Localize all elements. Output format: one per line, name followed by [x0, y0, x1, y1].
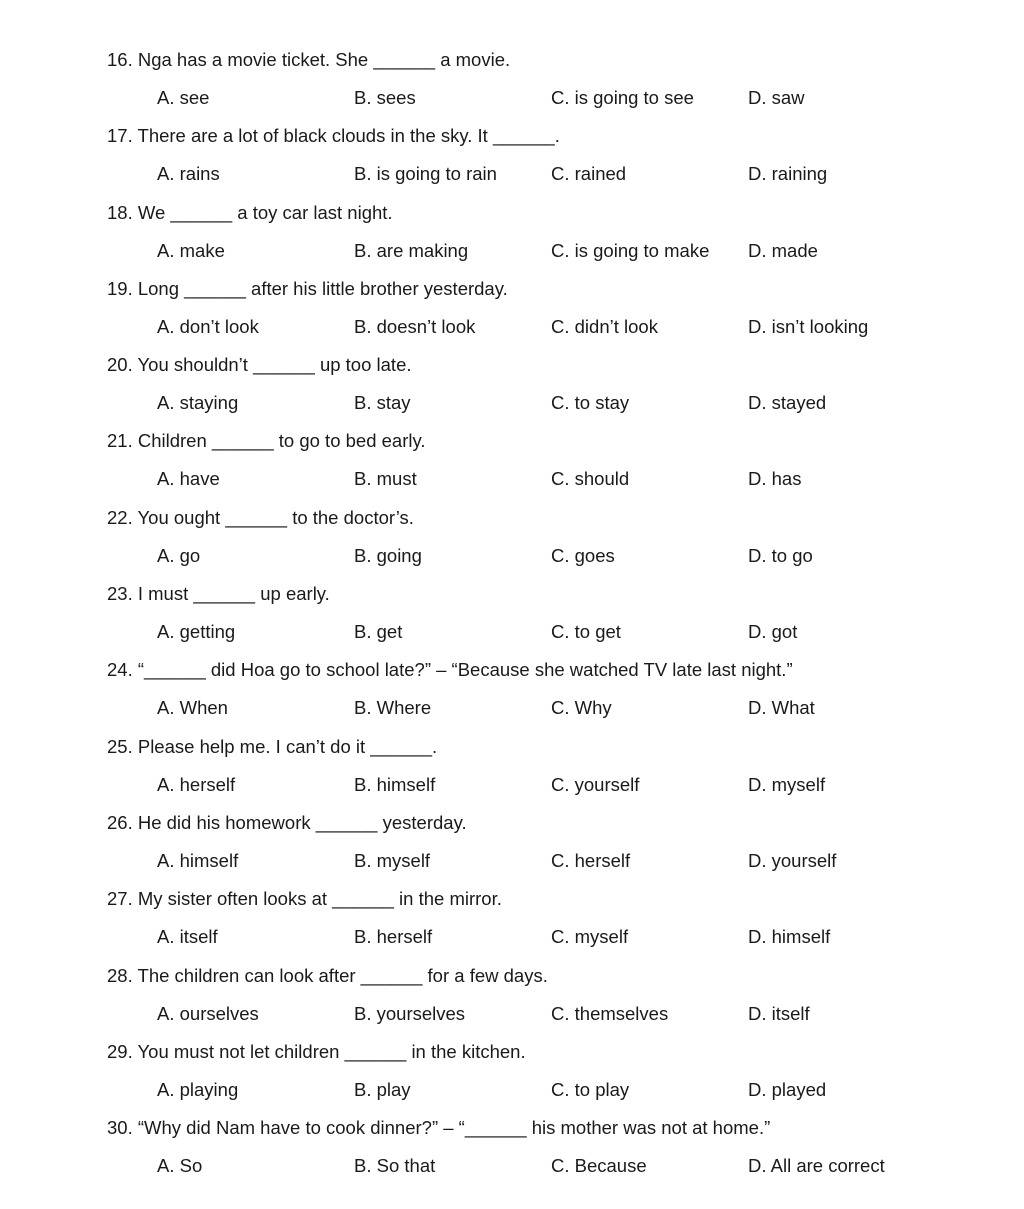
option-d: D. raining: [748, 163, 828, 185]
option-a: A. ourselves: [157, 1002, 259, 1024]
option-c: C. to stay: [551, 392, 630, 414]
option-c: C. themselves: [551, 1002, 669, 1024]
option-d: D. has: [748, 468, 802, 490]
option-a: A. playing: [157, 1078, 239, 1100]
option-d: D. isn’t looking: [748, 315, 869, 337]
question-stem: 24. “______ did Hoa go to school late?” – “Because she watched TV late last night.”: [107, 659, 793, 681]
answer-options: [0, 998, 1024, 1030]
question-stem: 27. My sister often looks at ______ in the mirror.: [107, 888, 502, 910]
question-24: [0, 654, 1024, 730]
question-20: [0, 349, 1024, 425]
option-a: A. make: [157, 239, 225, 261]
option-b: B. doesn’t look: [354, 315, 476, 337]
option-d: D. himself: [748, 926, 831, 948]
answer-options: [0, 616, 1024, 648]
question-stem: 19. Long ______ after his little brother yesterday.: [107, 277, 508, 299]
option-d: D. made: [748, 239, 818, 261]
question-stem: 30. “Why did Nam have to cook dinner?” – “______ his mother was not at home.”: [107, 1117, 771, 1139]
question-stem: 21. Children ______ to go to bed early.: [107, 430, 426, 452]
option-a: A. When: [157, 697, 228, 719]
question-23: [0, 578, 1024, 654]
option-d: D. stayed: [748, 392, 827, 414]
option-d: D. to go: [748, 544, 813, 566]
question-stem: 29. You must not let children ______ in the kitchen.: [107, 1040, 526, 1062]
question-21: [0, 425, 1024, 501]
option-a: A. itself: [157, 926, 218, 948]
answer-options: [0, 921, 1024, 953]
option-b: B. get: [354, 621, 403, 643]
option-b: B. Where: [354, 697, 432, 719]
option-c: C. to play: [551, 1078, 630, 1100]
option-d: D. myself: [748, 773, 826, 795]
option-b: B. herself: [354, 926, 433, 948]
option-d: D. saw: [748, 87, 805, 108]
answer-options: [0, 769, 1024, 801]
question-stem: 16. Nga has a movie ticket. She ______ a movie.: [107, 49, 511, 70]
question-stem: 18. We ______ a toy car last night.: [107, 201, 393, 223]
option-a: A. staying: [157, 392, 239, 414]
question-stem: 17. There are a lot of black clouds in the sky. It ______.: [107, 125, 560, 147]
option-b: B. stay: [354, 392, 411, 414]
option-b: B. sees: [354, 87, 416, 108]
question-stem: 28. The children can look after ______ for a few days.: [107, 964, 548, 986]
option-c: C. yourself: [551, 773, 640, 795]
option-b: B. is going to rain: [354, 163, 497, 185]
option-c: C. Why: [551, 697, 612, 719]
question-29: [0, 1036, 1024, 1112]
question-stem: 23. I must ______ up early.: [107, 583, 330, 605]
answer-options: [0, 540, 1024, 572]
option-a: A. rains: [157, 163, 220, 185]
answer-options: [0, 463, 1024, 495]
question-stem: 20. You shouldn’t ______ up too late.: [107, 354, 412, 376]
option-a: A. So: [157, 1155, 203, 1177]
option-c: C. Because: [551, 1155, 647, 1177]
option-b: B. yourselves: [354, 1002, 466, 1024]
option-c: C. goes: [551, 544, 615, 566]
option-c: C. should: [551, 468, 630, 490]
question-30: [0, 1112, 1024, 1188]
option-c: C. to get: [551, 621, 621, 643]
option-c: C. is going to see: [551, 87, 694, 108]
question-26: [0, 807, 1024, 883]
option-a: A. don’t look: [157, 315, 259, 337]
option-b: B. are making: [354, 239, 469, 261]
option-c: C. is going to make: [551, 239, 710, 261]
option-d: D. got: [748, 621, 798, 643]
option-d: D. yourself: [748, 849, 837, 871]
option-d: D. All are correct: [748, 1155, 885, 1177]
question-25: [0, 731, 1024, 807]
question-27: [0, 883, 1024, 959]
question-22: [0, 502, 1024, 578]
option-c: C. herself: [551, 849, 631, 871]
option-a: A. getting: [157, 621, 236, 643]
question-19: [0, 273, 1024, 349]
option-d: D. itself: [748, 1002, 810, 1024]
option-a: A. herself: [157, 773, 236, 795]
option-a: A. see: [157, 87, 210, 108]
question-28: [0, 960, 1024, 1036]
question-17: [0, 120, 1024, 196]
option-a: A. have: [157, 468, 220, 490]
option-b: B. himself: [354, 773, 436, 795]
answer-options: [0, 311, 1024, 343]
answer-options: [0, 387, 1024, 419]
answer-options: [0, 82, 1024, 114]
option-c: C. myself: [551, 926, 629, 948]
question-stem: 26. He did his homework ______ yesterday.: [107, 811, 467, 833]
option-c: C. didn’t look: [551, 315, 658, 337]
question-18: [0, 197, 1024, 273]
option-d: D. played: [748, 1078, 827, 1100]
option-c: C. rained: [551, 163, 627, 185]
question-stem: 25. Please help me. I can’t do it ______.: [107, 735, 438, 757]
question-16: [0, 44, 1024, 120]
answer-options: [0, 845, 1024, 877]
answer-options: [0, 1074, 1024, 1106]
answer-options: [0, 158, 1024, 190]
answer-options: [0, 235, 1024, 267]
option-b: B. must: [354, 468, 417, 490]
option-b: B. going: [354, 544, 422, 566]
option-d: D. What: [748, 697, 815, 719]
option-b: B. play: [354, 1078, 411, 1100]
answer-options: [0, 1150, 1024, 1182]
option-a: A. himself: [157, 849, 239, 871]
option-b: B. myself: [354, 849, 431, 871]
question-stem: 22. You ought ______ to the doctor’s.: [107, 506, 414, 528]
option-b: B. So that: [354, 1155, 436, 1177]
answer-options: [0, 692, 1024, 724]
option-a: A. go: [157, 544, 201, 566]
